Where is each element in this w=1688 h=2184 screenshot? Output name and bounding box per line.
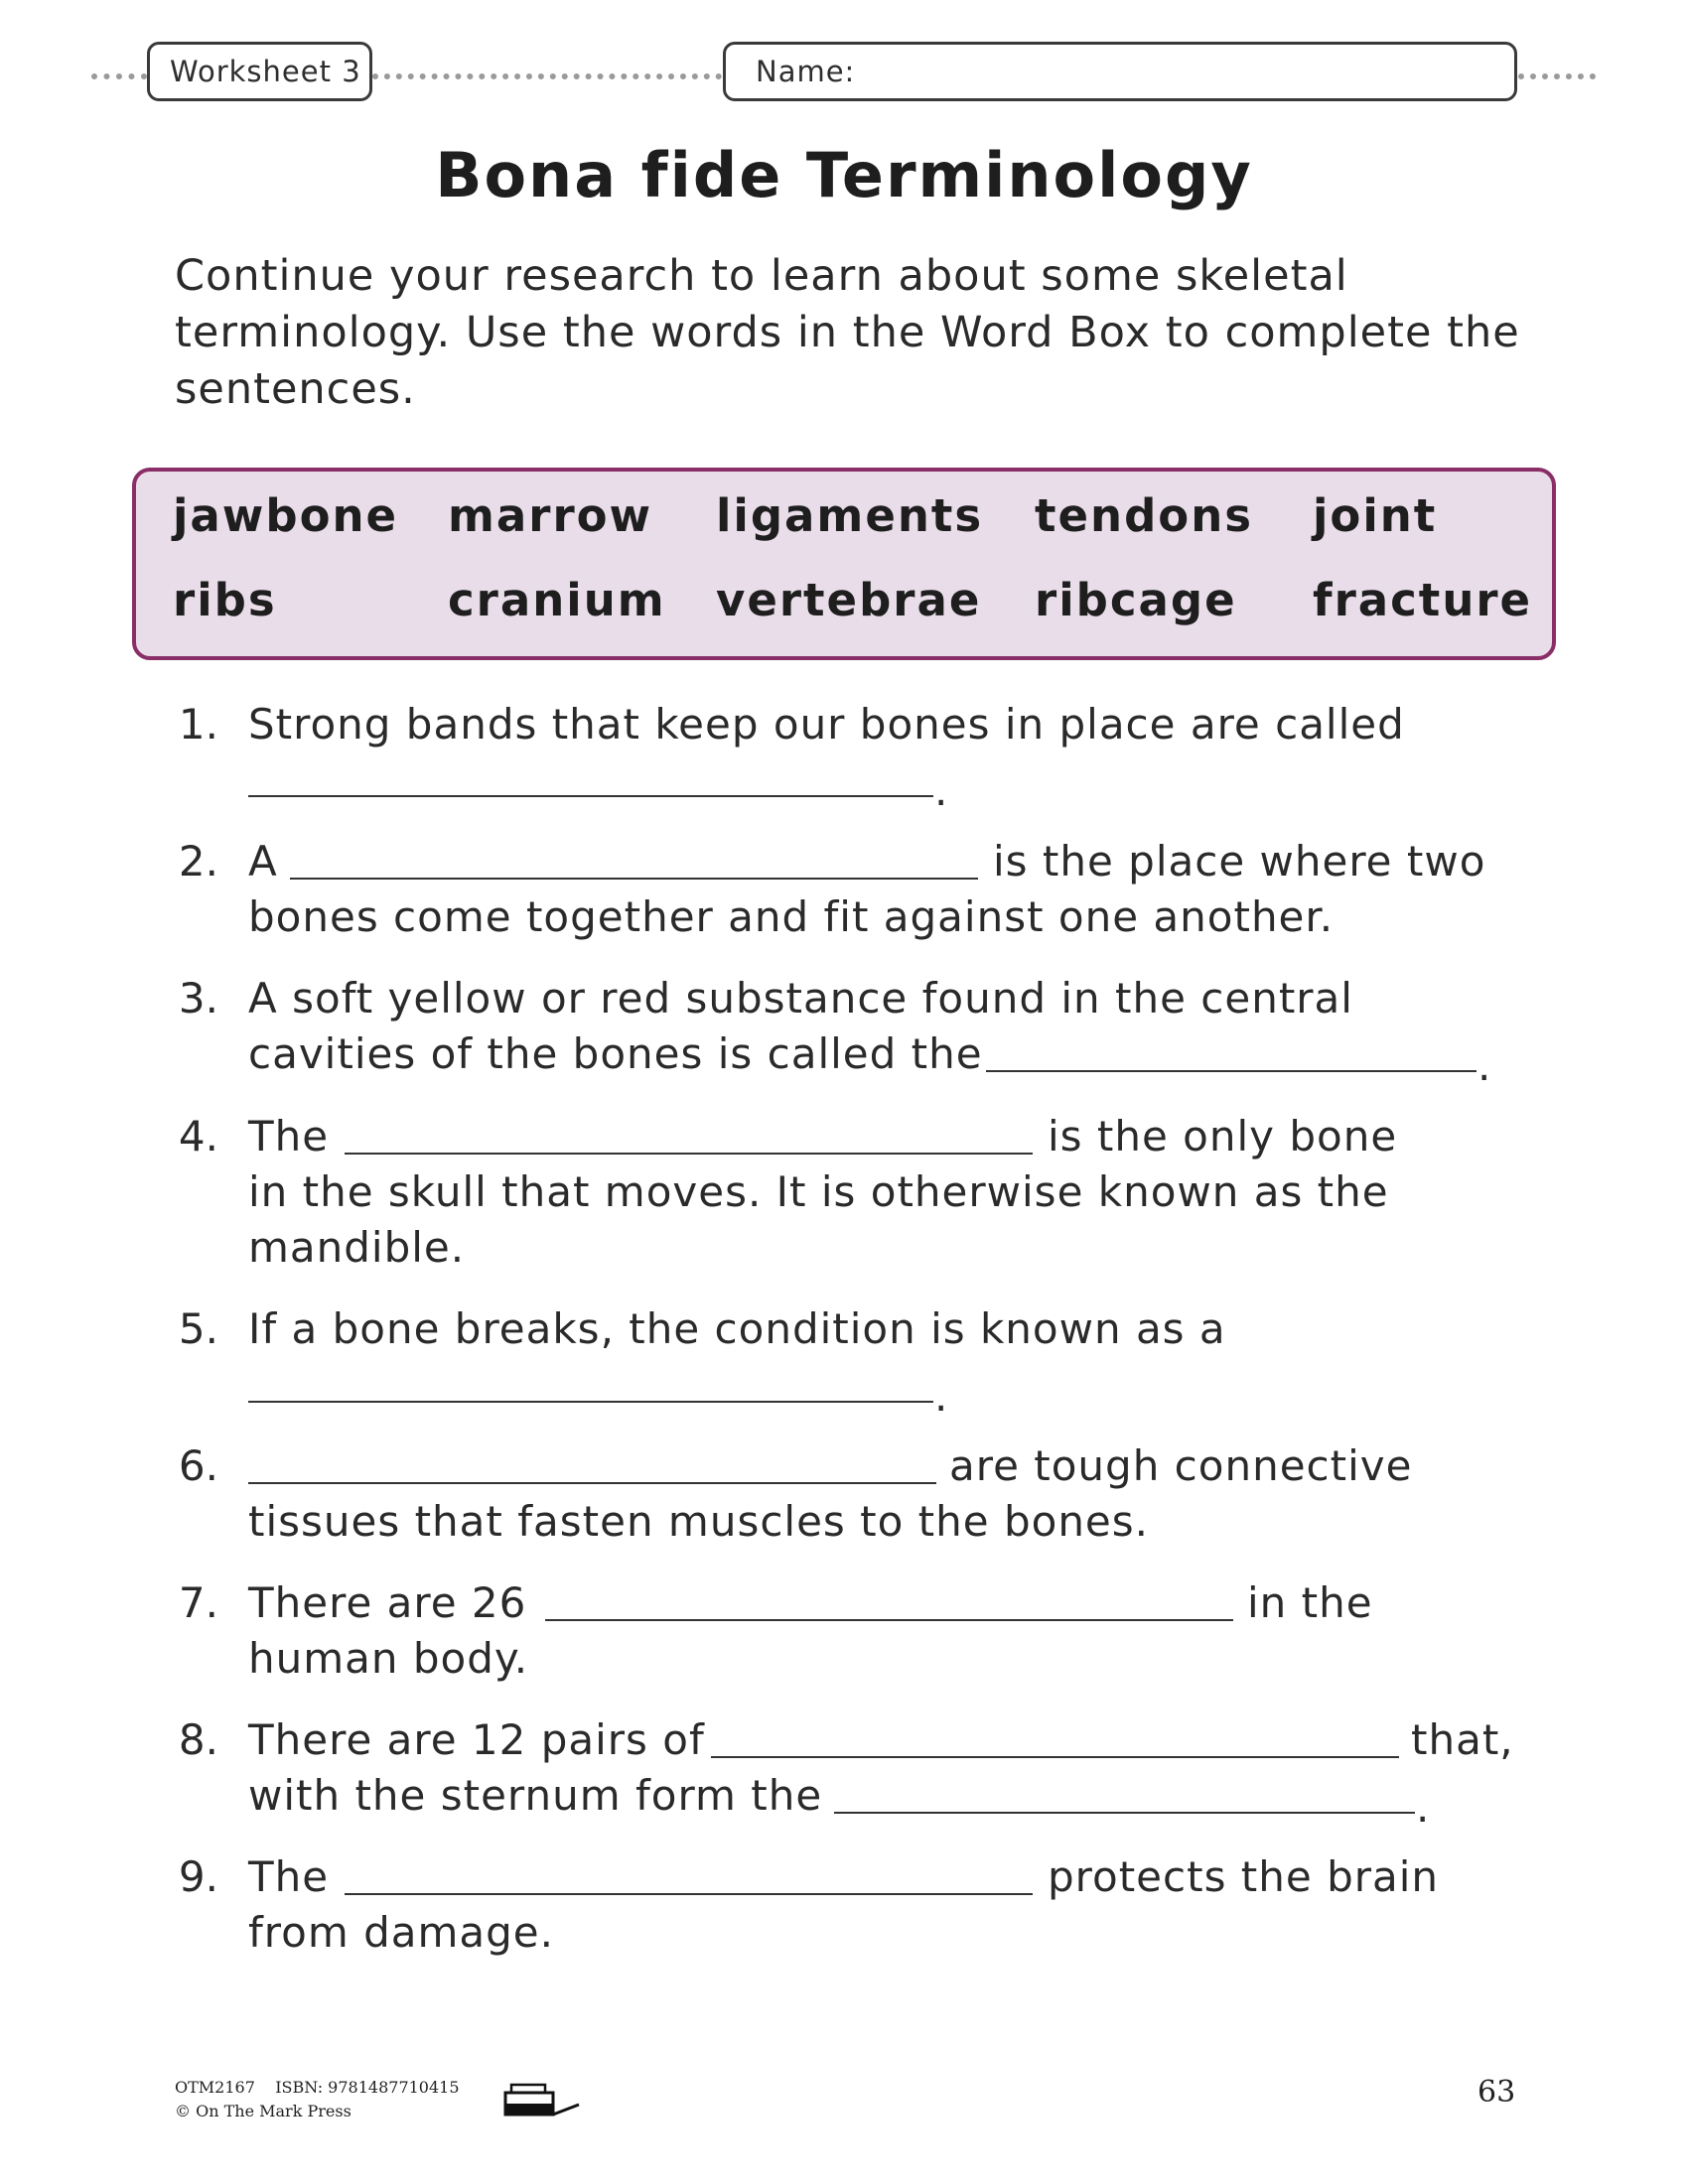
footer-publication-info xyxy=(175,2078,460,2097)
word-box xyxy=(132,468,1556,660)
question-text: Strong bands that keep our bones in place are called xyxy=(248,700,1405,749)
answer-blank[interactable] xyxy=(248,1482,936,1484)
answer-blank[interactable] xyxy=(834,1812,1415,1814)
question-text: with the sternum form the xyxy=(248,1771,823,1820)
worksheet-label: Worksheet 3 xyxy=(147,42,372,101)
question-text: protects the brain xyxy=(1048,1852,1440,1901)
name-field[interactable]: Name: xyxy=(723,42,1517,101)
word-box-term: ligaments xyxy=(716,489,984,542)
word-box-term: joint xyxy=(1313,489,1438,542)
question-number: 9. xyxy=(178,1852,218,1901)
header-dotted-rule-left xyxy=(91,73,147,79)
question-text: . xyxy=(934,766,949,815)
question-text: is the only bone xyxy=(1048,1112,1398,1160)
question-number: 8. xyxy=(178,1715,218,1764)
question-text: cavities of the bones is called the xyxy=(248,1029,983,1078)
question-text: If a bone breaks, the condition is known as a xyxy=(248,1304,1226,1353)
question-text: A xyxy=(248,837,278,886)
question-number: 3. xyxy=(178,974,218,1023)
page-title: Bona fide Terminology xyxy=(435,139,1253,211)
instructions xyxy=(175,248,1545,418)
question-text: There are 26 xyxy=(248,1578,527,1627)
word-box-term: fracture xyxy=(1313,574,1533,626)
question-text: . xyxy=(934,1372,949,1421)
question-text: is the place where two xyxy=(993,837,1486,886)
question-text: from damage. xyxy=(248,1908,554,1957)
answer-blank[interactable] xyxy=(986,1070,1477,1072)
word-box-term: ribs xyxy=(173,574,277,626)
answer-blank[interactable] xyxy=(290,878,978,880)
question-text: . xyxy=(1416,1783,1431,1832)
question-text: that, xyxy=(1411,1715,1514,1764)
header-dotted-rule-middle xyxy=(372,73,722,79)
question-text: in the xyxy=(1247,1578,1373,1627)
answer-blank[interactable] xyxy=(345,1153,1033,1155)
answer-blank[interactable] xyxy=(711,1756,1399,1758)
instructions-line: Continue your research to learn about some skeletal xyxy=(175,251,1348,301)
answer-blank[interactable] xyxy=(345,1893,1033,1895)
word-box-term: marrow xyxy=(448,489,653,542)
footer-copyright: © On The Mark Press xyxy=(175,2102,352,2120)
word-box-term: cranium xyxy=(448,574,666,626)
instructions-line: terminology. Use the words in the Word Box to complete the xyxy=(175,308,1520,357)
publisher-logo-icon xyxy=(501,2081,583,2120)
footer-code: OTM2167 xyxy=(175,2078,255,2097)
footer-isbn: ISBN: 9781487710415 xyxy=(275,2078,460,2097)
question-text: human body. xyxy=(248,1634,529,1683)
word-box-term: ribcage xyxy=(1035,574,1237,626)
question-number: 2. xyxy=(178,837,218,886)
question-text: . xyxy=(1477,1041,1492,1090)
question-text: The xyxy=(248,1852,330,1901)
question-text: in the skull that moves. It is otherwise known as the xyxy=(248,1167,1389,1216)
question-number: 4. xyxy=(178,1112,218,1160)
instructions-line: sentences. xyxy=(175,364,416,414)
question-number: 7. xyxy=(178,1578,218,1627)
question-text: mandible. xyxy=(248,1223,466,1272)
word-box-term: tendons xyxy=(1035,489,1254,542)
word-box-term: vertebrae xyxy=(716,574,982,626)
word-box-term: jawbone xyxy=(173,489,399,542)
answer-blank[interactable] xyxy=(248,795,933,797)
answer-blank[interactable] xyxy=(545,1619,1233,1621)
question-text: The xyxy=(248,1112,330,1160)
question-text: bones come together and fit against one another. xyxy=(248,892,1335,941)
question-number: 5. xyxy=(178,1304,218,1353)
header-dotted-rule-right xyxy=(1518,73,1596,79)
question-number: 6. xyxy=(178,1441,218,1490)
question-text: There are 12 pairs of xyxy=(248,1715,705,1764)
question-text: tissues that fasten muscles to the bones. xyxy=(248,1497,1150,1546)
page-number: 63 xyxy=(1477,2075,1516,2110)
question-number: 1. xyxy=(178,700,218,749)
answer-blank[interactable] xyxy=(248,1401,933,1403)
question-text: are tough connective xyxy=(949,1441,1413,1490)
question-text: A soft yellow or red substance found in the central xyxy=(248,974,1353,1023)
